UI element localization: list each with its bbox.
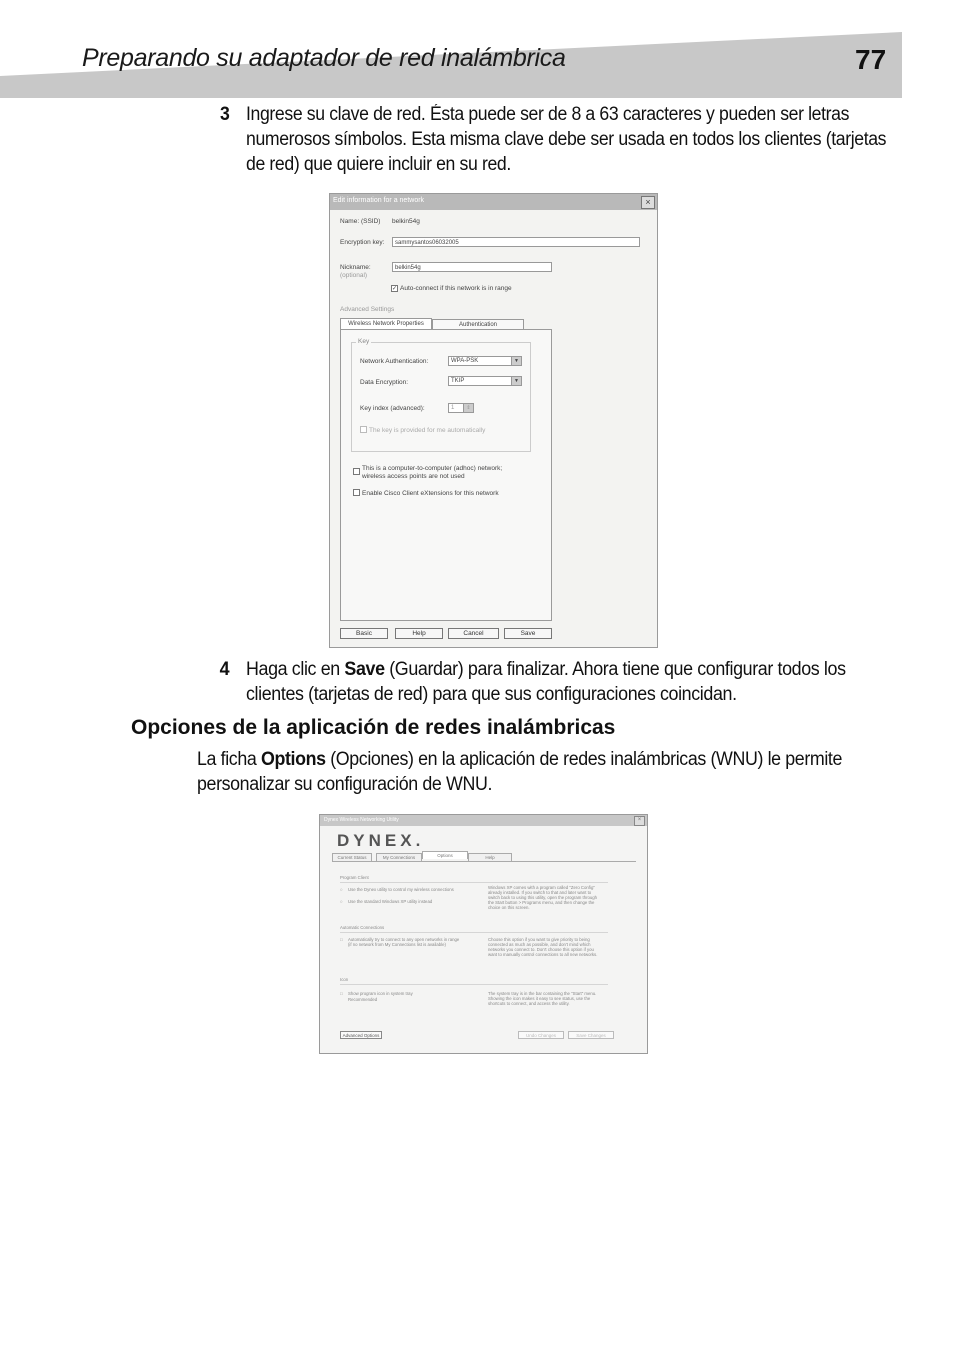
section-divider xyxy=(340,932,608,933)
network-authentication-select[interactable] xyxy=(448,356,522,366)
key-index-label: Key index (advanced): xyxy=(360,405,425,412)
data-encryption-select[interactable] xyxy=(448,376,522,386)
nickname-optional-label: (optional) xyxy=(340,272,368,279)
step-number: 3 xyxy=(219,104,230,125)
save-button[interactable]: Save xyxy=(504,628,552,639)
encryption-key-label: Encryption key: xyxy=(340,239,385,246)
cisco-checkbox[interactable] xyxy=(353,489,360,496)
program-client-description xyxy=(488,885,613,910)
auto-connect-checkbox[interactable]: □ xyxy=(340,937,343,942)
tray-icon-recommended: Recommended xyxy=(348,997,378,1002)
nickname-input[interactable]: belkin54g xyxy=(392,262,552,272)
desc-line: choice on this screen. xyxy=(488,905,530,910)
text-run: (Opciones) en la aplicación de redes inalámbricas (WNU) le permite xyxy=(325,749,843,770)
options-emphasis: Options xyxy=(260,749,326,770)
basic-button[interactable]: Basic xyxy=(340,628,388,639)
ssid-value: belkin54g xyxy=(392,218,420,225)
desc-line: shortcuts to connect, and access the utility. xyxy=(488,1001,570,1006)
desc-line: want to manually control connections to all new networks. xyxy=(488,952,598,957)
nickname-label: Nickname: xyxy=(340,264,371,271)
save-changes-button[interactable]: Save Changes xyxy=(568,1031,614,1039)
para-line xyxy=(197,747,842,772)
tab-wireless-network-properties[interactable]: Wireless Network Properties xyxy=(340,318,432,329)
step-line: clientes (tarjetas de red) para que sus configuraciones coincidan. xyxy=(246,684,737,705)
save-emphasis: Save xyxy=(344,659,385,680)
tray-icon-description xyxy=(488,991,613,1006)
desc-line: Windows XP comes with a program called "Zero Config" xyxy=(488,885,595,890)
advanced-settings-label: Advanced Settings xyxy=(340,306,395,313)
desc-line: networks you connect to. Don't choose this option if you xyxy=(488,947,594,952)
help-button[interactable]: Help xyxy=(395,628,443,639)
desc-line: Choose this option if you want to give priority to being xyxy=(488,937,590,942)
desc-line: The system tray is in the bar containing the "Start" menu. xyxy=(488,991,597,996)
tab-current-status[interactable]: Current Status xyxy=(332,853,372,861)
cisco-label: Enable Cisco Client eXtensions for this network xyxy=(362,490,499,497)
encryption-key-input[interactable]: sammysantos06032005 xyxy=(392,237,640,247)
step-line: numerosos símbolos. Esta misma clave debe ser usada en todos los clientes (tarjetas xyxy=(246,129,887,150)
utility-titlebar xyxy=(320,815,647,826)
step-line: Ingrese su clave de red. Ésta puede ser de 8 a 63 caracteres y pueden ser letras xyxy=(246,104,850,125)
dialog-titlebar xyxy=(330,194,657,210)
section-divider xyxy=(340,984,608,985)
tab-my-connections[interactable]: My Connections xyxy=(376,853,422,861)
chevron-down-icon: ▼ xyxy=(511,377,521,385)
text-run: La ficha xyxy=(197,749,261,770)
text-run: (Guardar) para finalizar. Ahora tiene que configurar todos los xyxy=(384,659,846,680)
tab-divider xyxy=(332,861,636,862)
tray-icon-checkbox[interactable]: □ xyxy=(340,991,343,996)
page-header-title: Preparando su adaptador de red inalámbrica xyxy=(82,44,566,72)
opt2-radio[interactable]: ○ xyxy=(340,899,343,904)
autoconnect-checkbox[interactable]: ✓ xyxy=(392,286,398,292)
tab-help[interactable]: Help xyxy=(468,853,512,861)
auto-connect-description xyxy=(488,937,613,957)
key-provided-checkbox[interactable] xyxy=(360,426,367,433)
step-3 xyxy=(219,102,887,177)
key-group xyxy=(351,338,531,452)
key-index-stepper[interactable] xyxy=(448,403,474,413)
section-heading: Opciones de la aplicación de redes inalámbricas xyxy=(131,716,616,739)
step-4 xyxy=(219,657,846,707)
desc-line: already installed. If you switch to that and later want to xyxy=(488,890,592,895)
ssid-label: Name: (SSID) xyxy=(340,218,381,225)
tray-icon-label: Show program icon in system tray xyxy=(348,991,413,996)
step-line: de red) que quiere incluir en su red. xyxy=(246,154,511,175)
desc-line: switch back to using this utility, open the program through xyxy=(488,895,598,900)
tab-options[interactable]: Options xyxy=(422,851,468,859)
opt1-label: Use the Dynex utility to control my wireless connections xyxy=(348,887,454,892)
desc-line: Showing the icon makes it easy to see status, use the xyxy=(488,996,591,1001)
data-encryption-value: TKIP xyxy=(451,378,465,384)
data-encryption-label: Data Encryption: xyxy=(360,379,409,386)
para-line: personalizar su configuración de WNU. xyxy=(197,774,493,795)
network-authentication-label: Network Authentication: xyxy=(360,358,429,365)
cancel-button[interactable]: Cancel xyxy=(448,628,499,639)
undo-changes-button[interactable]: Undo Changes xyxy=(518,1031,564,1039)
key-index-value: 1 xyxy=(451,405,455,411)
key-provided-label: The key is provided for me automatically xyxy=(369,427,486,434)
auto-connect-label-line2: (if no network from My Connections list is available) xyxy=(348,942,446,947)
opt1-radio[interactable]: ○ xyxy=(340,887,343,892)
page-number: 77 xyxy=(855,44,887,75)
section-paragraph xyxy=(197,747,842,797)
dialog-title: Edit information for a network xyxy=(333,197,425,204)
network-authentication-value: WPA-PSK xyxy=(451,358,479,364)
autoconnect-label: Auto-connect if this network is in range xyxy=(400,285,512,292)
properties-panel xyxy=(340,329,552,621)
text-run: Haga clic en xyxy=(246,659,345,680)
dynex-logo: DYNEX. xyxy=(337,831,425,850)
advanced-options-button[interactable]: Advanced Options xyxy=(340,1031,382,1039)
utility-title: Dynex Wireless Networking Utility xyxy=(324,817,399,823)
key-group-label: Key xyxy=(358,338,370,345)
automatic-connections-heading: Automatic Connections xyxy=(340,925,385,930)
section-divider xyxy=(340,882,608,883)
step-number: 4 xyxy=(219,659,230,680)
auto-connect-label-line1: Automatically try to connect to any open networks in range xyxy=(348,937,460,942)
close-icon[interactable]: × xyxy=(634,816,645,826)
step-line xyxy=(246,657,846,682)
program-client-heading: Program Client xyxy=(340,875,369,880)
adhoc-label-line2: wireless access points are not used xyxy=(362,473,465,480)
chevron-down-icon: ▼ xyxy=(511,357,521,365)
icon-heading: Icon xyxy=(340,977,349,982)
desc-line: the Start button > Programs menu, and then change the xyxy=(488,900,595,905)
desc-line: connected as much as possible, and don't mind which xyxy=(488,942,591,947)
opt2-label: Use the standard Windows XP utility instead xyxy=(348,899,433,904)
adhoc-label-line1: This is a computer-to-computer (adhoc) network; xyxy=(362,465,503,472)
close-icon[interactable]: × xyxy=(641,196,655,209)
stepper-arrows-icon: ⇕ xyxy=(463,404,473,412)
tab-authentication[interactable]: Authentication xyxy=(432,319,524,330)
adhoc-checkbox[interactable] xyxy=(353,468,360,475)
dynex-utility-screenshot xyxy=(319,814,648,1054)
edit-network-dialog-screenshot xyxy=(329,193,658,648)
